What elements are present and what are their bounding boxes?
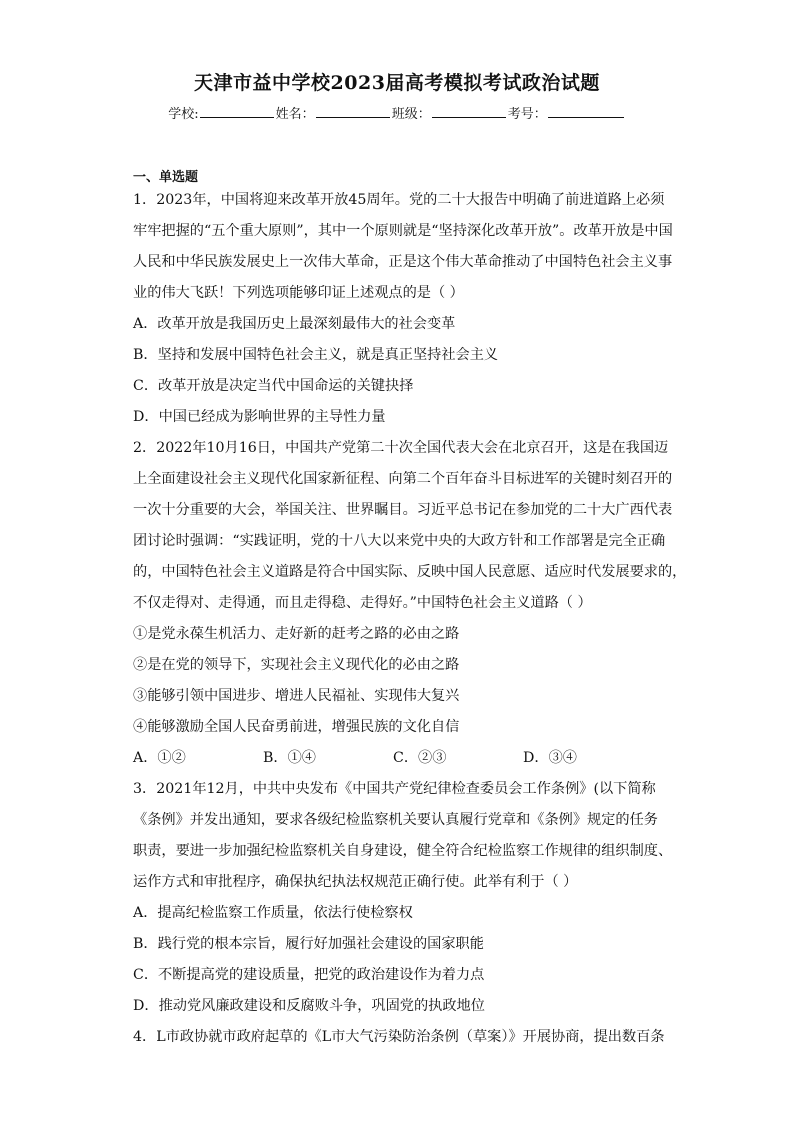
- exam-number-blank[interactable]: [548, 104, 624, 118]
- class-label: 班级：: [391, 107, 431, 122]
- student-info-row: [0, 103, 794, 122]
- q1-option-d: D．中国已经成为影响世界的主导性力量: [133, 409, 386, 425]
- q1-option-c: C．改革开放是决定当代中国命运的关键抉择: [133, 378, 414, 394]
- q2-options-row: [133, 743, 663, 774]
- q3-option-d: D．推动党风廉政建设和反腐败斗争，巩固党的执政地位: [133, 998, 485, 1014]
- q1-stem-line: 1．2023年，中国将迎来改革开放45周年。党的二十大报告中明确了前进道路上必须: [133, 192, 665, 208]
- q3-option-c: C．不断提高党的建设质量，把党的政治建设作为着力点: [133, 967, 485, 983]
- q2-option-b: B．①④: [263, 750, 316, 766]
- q3-stem-line: 职责，要进一步加强纪检监察机关自身建设，健全符合纪检监察工作规律的组织制度、: [133, 843, 673, 859]
- q3-stem-line: 《条例》并发出通知，要求各级纪检监察机关要认真履行党章和《条例》规定的任务: [133, 812, 658, 828]
- name-blank[interactable]: [316, 104, 390, 118]
- q2-stem-line: 一次十分重要的大会，举国关注、世界瞩目。习近平总书记在参加党的二十大广西代表: [133, 502, 673, 518]
- q2-option-a: A．①②: [133, 750, 186, 766]
- q2-stem-line: 的，中国特色社会主义道路是符合中国实际、反映中国人民意愿、适应时代发展要求的，: [133, 564, 687, 580]
- q2-statement-4: ④能够激励全国人民奋勇前进，增强民族的文化自信: [133, 719, 460, 735]
- exam-number-label: 考号：: [507, 107, 547, 122]
- q1-option-b: B．坚持和发展中国特色社会主义，就是真正坚持社会主义: [133, 347, 499, 363]
- q2-option-c: C．②③: [393, 750, 447, 766]
- school-blank[interactable]: [200, 104, 274, 118]
- q2-statement-3: ③能够引领中国进步、增进人民福祉、实现伟大复兴: [133, 688, 460, 704]
- q3-stem-line: 3．2021年12月，中共中央发布《中国共产党纪律检查委员会工作条例》(以下简称: [133, 781, 656, 797]
- exam-title: 天津市益中学校2023届高考模拟考试政治试题: [194, 72, 600, 94]
- section-heading: 一、单选题: [133, 170, 199, 185]
- q2-stem-line: 上全面建设社会主义现代化国家新征程、向第二个百年奋斗目标进军的关键时刻召开的: [133, 471, 673, 487]
- q2-option-d: D．③④: [523, 750, 577, 766]
- q1-stem-line: 人民和中华民族发展史上一次伟大革命，正是这个伟大革命推动了中国特色社会主义事: [133, 254, 673, 270]
- q4-stem-line: 4．L市政协就市政府起草的《L市大气污染防治条例（草案）》开展协商，提出数百条: [133, 1029, 665, 1045]
- class-blank[interactable]: [432, 104, 506, 118]
- q1-option-a: A．改革开放是我国历史上最深刻最伟大的社会变革: [133, 316, 456, 332]
- q3-stem-line: 运作方式和审批程序，确保执纪执法权规范正确行使。此举有利于（ ）: [133, 874, 578, 890]
- q3-option-b: B．践行党的根本宗旨，履行好加强社会建设的国家职能: [133, 936, 484, 952]
- name-label: 姓名：: [275, 107, 315, 122]
- q2-statement-2: ②是在党的领导下，实现社会主义现代化的必由之路: [133, 657, 460, 673]
- q2-stem-line: 团讨论时强调：“实践证明，党的十八大以来党中央的大政方针和工作部署是完全正确: [133, 533, 666, 549]
- q2-statement-1: ①是党永葆生机活力、走好新的赶考之路的必由之路: [133, 626, 460, 642]
- school-label: 学校:: [168, 107, 199, 122]
- q3-option-a: A．提高纪检监察工作质量，依法行使检察权: [133, 905, 413, 921]
- q1-stem-line: 业的伟大飞跃！下列选项能够印证上述观点的是（ ）: [133, 285, 464, 301]
- q2-stem-line: 不仅走得对、走得通，而且走得稳、走得好。”中国特色社会主义道路（ ）: [133, 595, 592, 611]
- q1-stem-line: 牢牢把握的“五个重大原则”，其中一个原则就是“坚持深化改革开放”。改革开放是中国: [133, 223, 673, 239]
- questions: [133, 185, 687, 1053]
- q2-stem-line: 2．2022年10月16日，中国共产党第二十次全国代表大会在北京召开，这是在我国迈: [133, 440, 669, 456]
